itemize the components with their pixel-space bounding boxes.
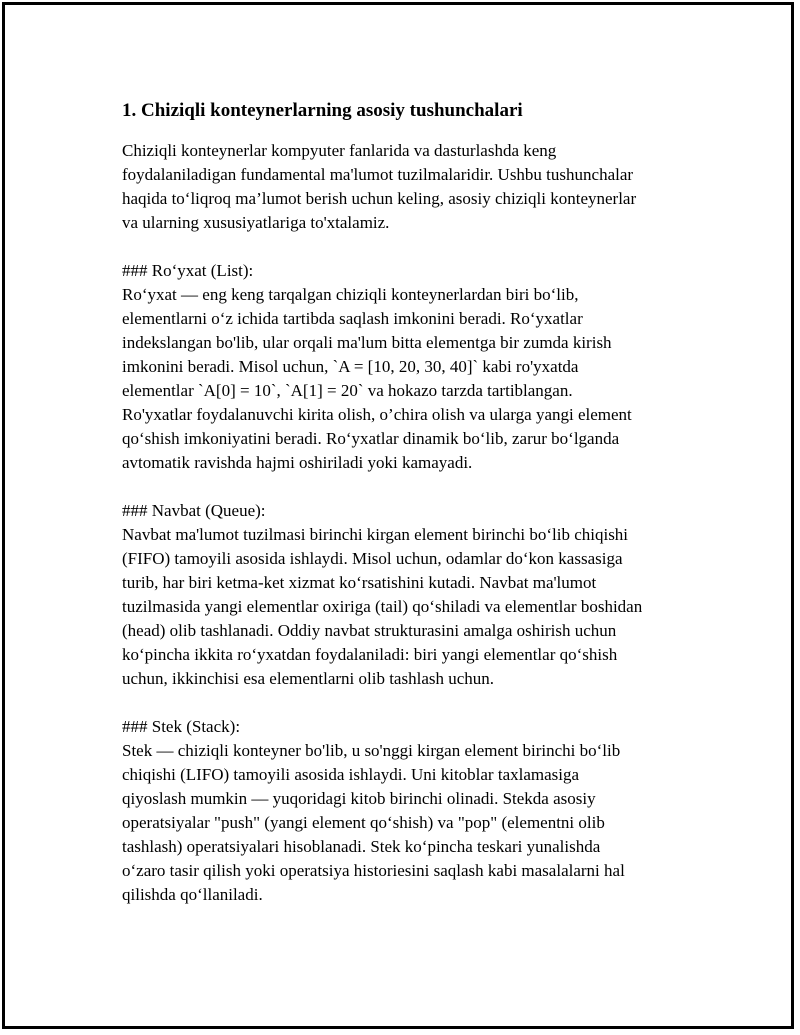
intro-paragraph: Chiziqli konteynerlar kompyuter fanlarida va dasturlashda keng foydalaniladigan fundamental ma'lumot tuzilmalaridir. Ushbu tushunchalar haqida to‘liqroq ma’lumot berish uchun keling, asosiy chiziqli konteynerlar va ularning xususiyatlariga to'xtalamiz. [122, 141, 637, 232]
section-heading-list: ### Ro‘yxat (List): [122, 261, 254, 280]
document-content [122, 97, 692, 931]
section-body-list: Ro‘yxat — eng keng tarqalgan chiziqli konteynerlardan biri bo‘lib, elementlarni o‘z ichida tartibda saqlash imkonini beradi. Ro‘yxatlar indekslangan bo'lib, ular orqali ma'lum bitta elementga bir zumda kirish imkonini beradi. Misol uchun, `A = [10, 20, 30, 40]` kabi ro'yxatda elementlar `A[0] = 10`, `A[1] = 20` va hokazo tarzda tartiblangan. Ro'yxatlar foydalanuvchi kirita olish, o’chira olish va ularga yangi element qo‘shish imkoniyatini beradi. Ro‘yxatlar dinamik bo‘lib, zarur bo‘lganda avtomatik ravishda hajmi oshiriladi yoki kamayadi. [122, 285, 632, 472]
page-frame [2, 2, 794, 1029]
section-queue [122, 499, 692, 691]
section-heading-stack: ### Stek (Stack): [122, 717, 241, 736]
section-list [122, 259, 692, 475]
section-body-stack: Stek — chiziqli konteyner bo'lib, u so'nggi kirgan element birinchi bo‘lib chiqishi (LIFO) tamoyili asosida ishlaydi. Uni kitoblar taxlamasiga qiyoslash mumkin — yuqoridagi kitob birinchi olinadi. Stekda asosiy operatsiyalar "push" (yangi element qo‘shish) va "pop" (elementni olib tashlash) operatsiyalari hisoblanadi. Stek ko‘pincha teskari yunalishda o‘zaro tasir qilish yoki operatsiya historiesini saqlash kabi masalalarni hal qilishda qo‘llaniladi. [122, 741, 625, 904]
section-body-queue: Navbat ma'lumot tuzilmasi birinchi kirgan element birinchi bo‘lib chiqishi (FIFO) tamoyili asosida ishlaydi. Misol uchun, odamlar do‘kon kassasiga turib, har biri ketma-ket xizmat ko‘rsatishini kutadi. Navbat ma'lumot tuzilmasida yangi elementlar oxiriga (tail) qo‘shiladi va elementlar boshidan (head) olib tashlanadi. Oddiy navbat strukturasini amalga oshirish uchun ko‘pincha ikkita ro‘yxatdan foydalaniladi: biri yangi elementlar qo‘shish uchun, ikkinchisi esa elementlarni olib tashlash uchun. [122, 525, 643, 688]
section-heading-queue: ### Navbat (Queue): [122, 501, 266, 520]
section-stack [122, 715, 692, 907]
document-title: 1. Chiziqli konteynerlarning asosiy tushunchalari [122, 100, 523, 121]
